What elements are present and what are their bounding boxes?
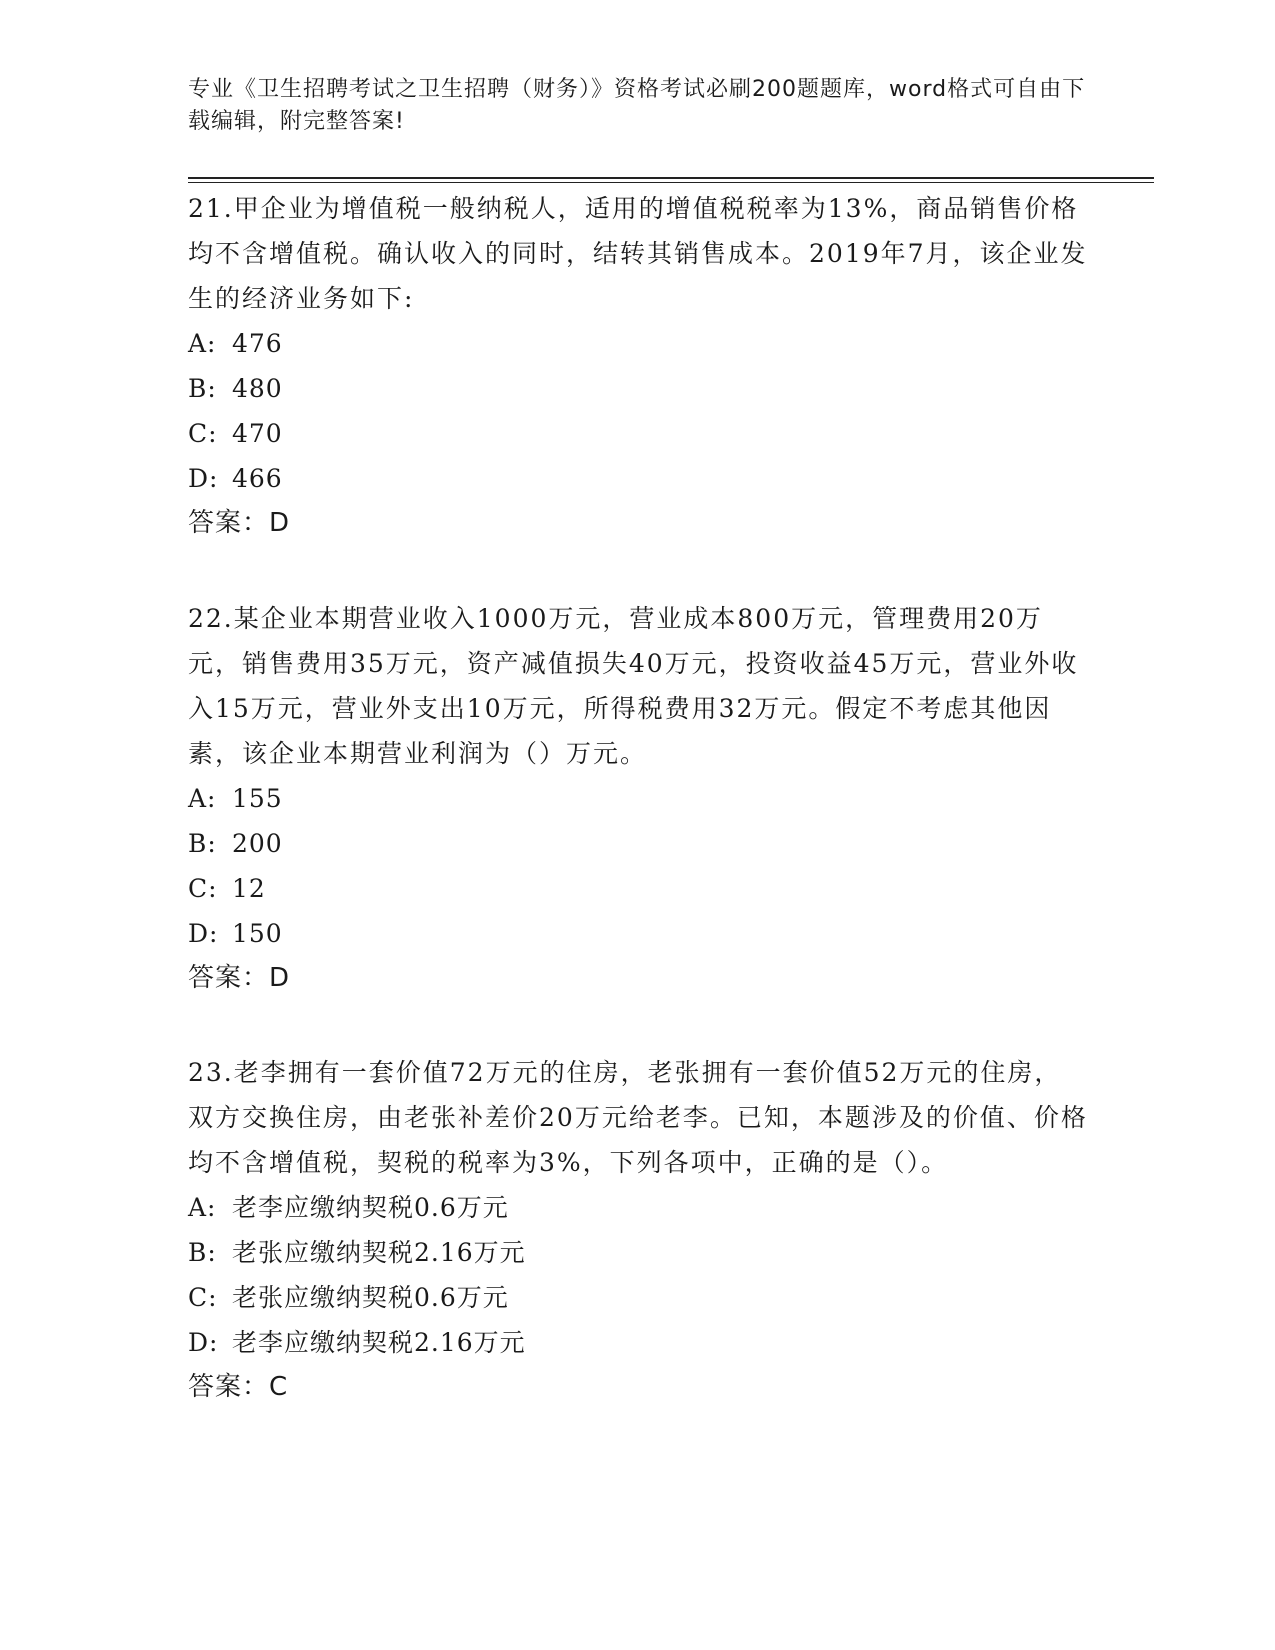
option-value: 466	[232, 464, 283, 493]
option-label: D:	[188, 1328, 219, 1357]
header-rule	[188, 177, 1154, 179]
question-21	[188, 186, 1088, 546]
answer-line: 答案：D	[188, 963, 291, 993]
option-b	[188, 366, 1088, 411]
option-value: 200	[232, 829, 283, 858]
option-value: 老张应缴纳契税2.16万元	[232, 1238, 526, 1267]
question-22	[188, 596, 1088, 1001]
option-d	[188, 1320, 1088, 1365]
option-label: B:	[188, 374, 217, 403]
option-d	[188, 911, 1088, 956]
option-value: 476	[232, 329, 283, 358]
document-header: 专业《卫生招聘考试之卫生招聘（财务）》资格考试必刷200题题库，word格式可自由下载编辑，附完整答案!	[188, 77, 1086, 134]
option-label: C:	[188, 419, 218, 448]
option-b	[188, 1230, 1088, 1275]
option-a	[188, 1185, 1088, 1230]
option-label: B:	[188, 1238, 217, 1267]
question-text: 21.甲企业为增值税一般纳税人，适用的增值税税率为13%，商品销售价格均不含增值税。确认收入的同时，结转其销售成本。2019年7月，该企业发生的经济业务如下:	[188, 194, 1088, 313]
option-a	[188, 776, 1088, 821]
option-value: 老李应缴纳契税2.16万元	[232, 1328, 526, 1357]
question-text: 22.某企业本期营业收入1000万元，营业成本800万元，管理费用20万元，销售费用35万元，资产减值损失40万元，投资收益45万元，营业外收入15万元，营业外支出10万元，所得税费用32万元。假定不考虑其他因素，该企业本期营业利润为（）万元。	[188, 604, 1079, 768]
question-23	[188, 1050, 1088, 1410]
option-c	[188, 866, 1088, 911]
option-label: B:	[188, 829, 217, 858]
option-label: A:	[188, 1193, 217, 1222]
answer-line: 答案：C	[188, 1372, 289, 1402]
option-label: C:	[188, 874, 218, 903]
option-value: 老张应缴纳契税0.6万元	[232, 1283, 509, 1312]
option-value: 470	[232, 419, 283, 448]
option-b	[188, 821, 1088, 866]
option-c	[188, 411, 1088, 456]
option-label: A:	[188, 784, 217, 813]
option-value: 480	[232, 374, 283, 403]
answer-line: 答案：D	[188, 508, 291, 538]
option-value: 150	[232, 919, 283, 948]
header-rule-thin	[188, 182, 1154, 183]
option-value: 155	[232, 784, 283, 813]
option-label: C:	[188, 1283, 218, 1312]
option-label: D:	[188, 464, 219, 493]
question-text: 23.老李拥有一套价值72万元的住房，老张拥有一套价值52万元的住房，双方交换住房，由老张补差价20万元给老李。已知，本题涉及的价值、价格均不含增值税，契税的税率为3%，下列各项中，正确的是（）。	[188, 1058, 1088, 1177]
option-label: A:	[188, 329, 217, 358]
option-d	[188, 456, 1088, 501]
option-value: 12	[232, 874, 266, 903]
option-a	[188, 321, 1088, 366]
option-c	[188, 1275, 1088, 1320]
option-value: 老李应缴纳契税0.6万元	[232, 1193, 509, 1222]
option-label: D:	[188, 919, 219, 948]
